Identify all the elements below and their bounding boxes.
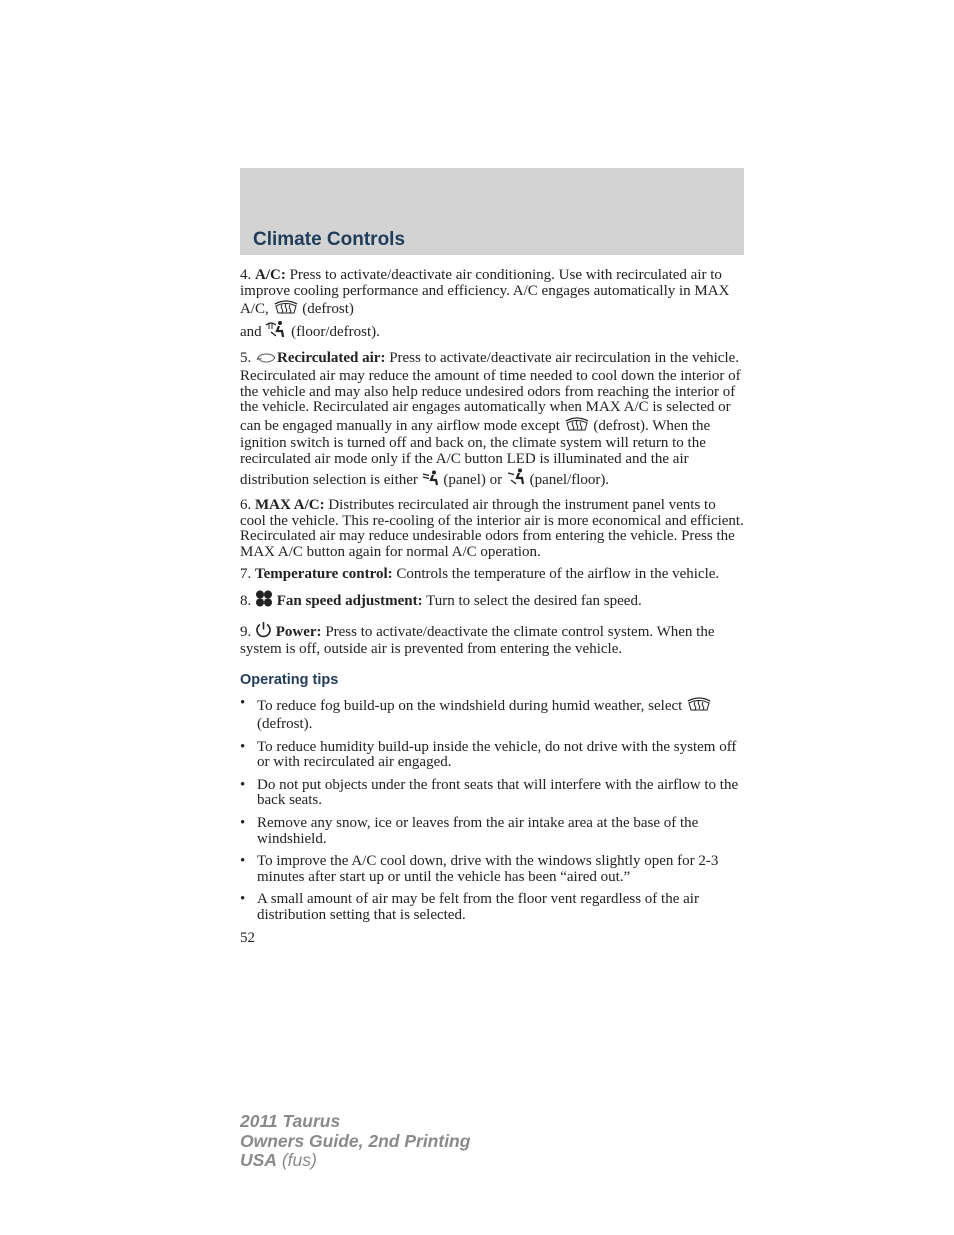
- item-recirculated-air: 5. Recirculated air: Press to activate/deactivate air recirculation in the vehicle. Recirculated air may reduce the amount of time needed to cool down the interior of the vehicle and may also help reduce undesired odors from reaching the interior of the vehicle. Recirculated air engages automatically when MAX A/C is selected or can be engaged manually in any airflow mode except (defrost). When the ignition switch is turned off and back on, the climate system will return to the recirculated air mode only if the A/C button LED is illuminated and the air distribution selection is either (panel) or (panel/floor).: [240, 351, 744, 490]
- item-power-term: Power:: [275, 623, 322, 640]
- bullet: •: [240, 853, 246, 870]
- operating-tips-list: [240, 696, 744, 923]
- item-temperature-control-term: Temperature control:: [255, 565, 393, 582]
- list-item: • To reduce humidity build-up inside the vehicle, do not drive with the system off or with recirculated air engaged.: [240, 738, 737, 771]
- page-number: 52: [240, 929, 255, 946]
- list-item: • A small amount of air may be felt from the floor vent regardless of the air distribution setting that is selected.: [240, 891, 699, 923]
- item-fan-speed: 8. Fan speed adjustment: Turn to select the desired fan speed.: [240, 590, 744, 612]
- panel-vent-icon: [422, 470, 440, 491]
- item-power: 9. Power: Press to activate/deactivate the climate control system. When the system is off, outside air is prevented from entering the vehicle.: [240, 621, 744, 658]
- bullet: •: [240, 815, 246, 832]
- footer-edition: Owners Guide, 2nd Printing: [240, 1130, 471, 1151]
- item-recirculated-air-term: Recirculated air:: [277, 350, 386, 367]
- list-item: • Remove any snow, ice or leaves from the air intake area at the base of the windshield.: [240, 815, 699, 847]
- item-max-ac-term: MAX A/C:: [255, 497, 325, 514]
- fan-icon: [255, 590, 273, 612]
- item-max-ac: 6. MAX A/C: Distributes recirculated air through the instrument panel vents to cool the vehicle. This re-cooling of the interior air is more economical and efficient. Recirculated air may reduce undesirable odors from entering the vehicle. Press the MAX A/C button again for normal A/C operation.: [240, 497, 744, 560]
- operating-tips-heading: Operating tips: [240, 671, 339, 688]
- list-item: • To improve the A/C cool down, drive with the windows slightly open for 2-3 minutes after start up or until the vehicle has been “aired out.”: [240, 853, 719, 885]
- footer-model: 2011 Taurus: [240, 1111, 341, 1131]
- defrost-icon: [273, 299, 299, 320]
- bullet: •: [240, 695, 246, 712]
- bullet: •: [240, 738, 246, 755]
- bullet: •: [240, 891, 246, 908]
- item-fan-speed-term: Fan speed adjustment:: [276, 593, 423, 610]
- defrost-icon: [564, 416, 590, 437]
- item-ac-term: A/C:: [255, 267, 286, 283]
- item-temperature-control: 7. Temperature control: Controls the temperature of the airflow in the vehicle.: [240, 565, 720, 582]
- item-ac: 4. A/C: Press to activate/deactivate air conditioning. Use with recirculated air to improve cooling performance and efficiency. A/C engages automatically in MAX A/C, (defrost) and (floor/defrost).: [240, 268, 744, 342]
- list-item: • To reduce fog build-up on the windshield during humid weather, select (defrost).: [240, 696, 744, 732]
- page-content: [240, 268, 744, 946]
- defrost-icon: [686, 696, 712, 717]
- recirculation-icon: [255, 352, 277, 369]
- section-title: Climate Controls: [253, 229, 406, 250]
- section-header-band: [240, 168, 744, 255]
- floor-defrost-icon: [265, 320, 287, 343]
- list-item: • Do not put objects under the front seats that will interfere with the airflow to the back seats.: [240, 776, 739, 809]
- bullet: •: [240, 776, 246, 793]
- document-footer: [240, 1112, 470, 1171]
- power-icon: [255, 621, 272, 643]
- panel-floor-vent-icon: [506, 468, 526, 491]
- footer-market: USA (fus): [240, 1150, 317, 1170]
